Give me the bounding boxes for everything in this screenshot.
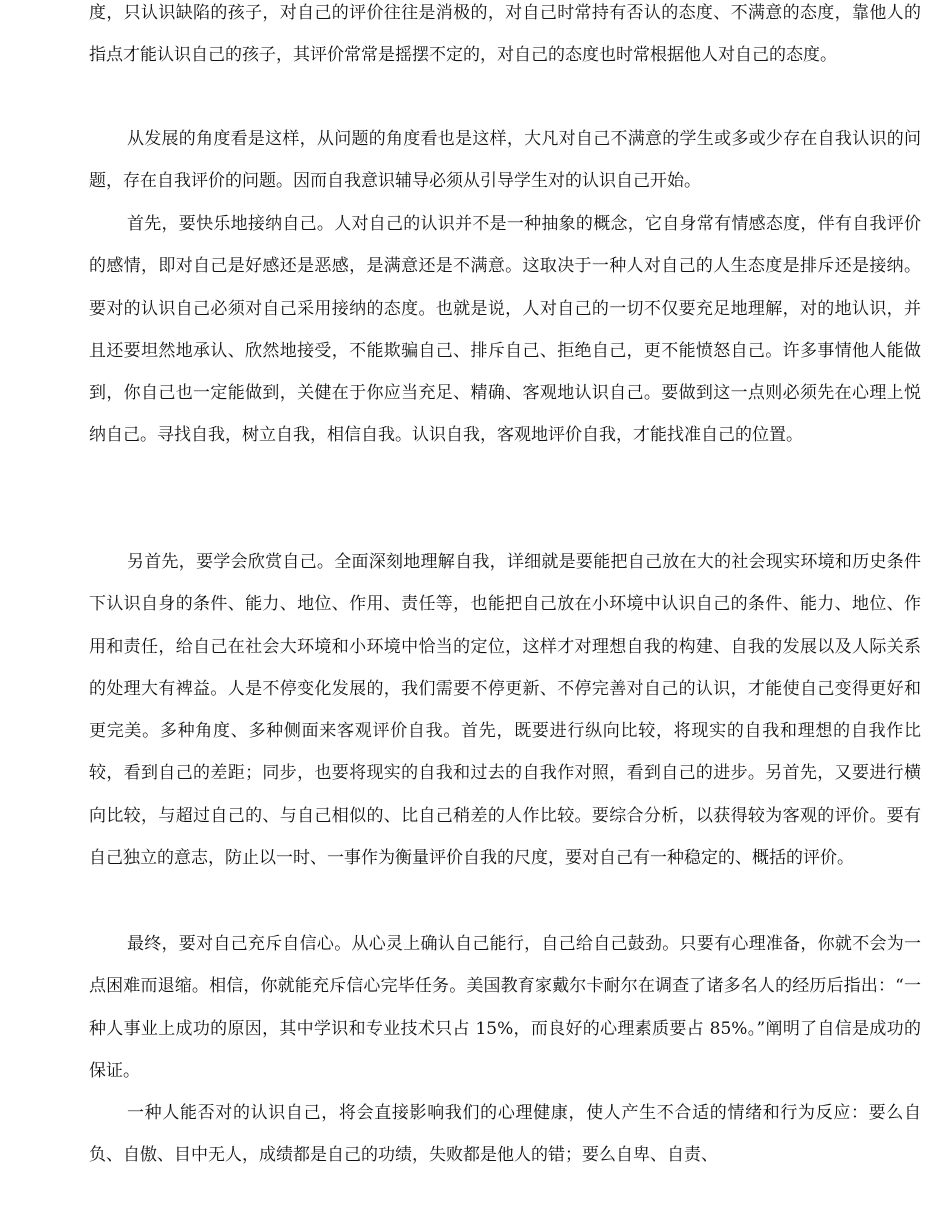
paragraph-self-confidence: 最终，要对自己充斥自信心。从心灵上确认自己能行，自己给自己鼓劲。只要有心理准备，你就不会为一点困难而退缩。相信，你就能充斥信心完毕任务。美国教育家戴尔卡耐尔在调查了诸多名人的经历后指出：“一种人事业上成功的原因，其中学识和专业技术只占 15%，而良好的心理素质要占 85%。”阐明了自信是成功的保证。 bbox=[89, 934, 921, 1081]
paragraph-mental-health: 一种人能否对的认识自己，将会直接影响我们的心理健康，使人产生不合适的情绪和行为反应：要么自负、自傲、目中无人，成绩都是自己的功绩，失败都是他人的错；要么自卑、自责、 bbox=[89, 1103, 921, 1166]
paragraph-appreciate-yourself: 另首先，要学会欣赏自己。全面深刻地理解自我，详细就是要能把自己放在大的社会现实环境和历史条件下认识自身的条件、能力、地位、作用、责任等，也能把自己放在小环境中认识自己的条件、能力、地位、作用和责任，给自己在社会大环境和小环境中恰当的定位，这样才对理想自我的构建、自我的发展以及人际关系的处理大有裨益。人是不停变化发展的，我们需要不停更新、不停完善对自己的认识，才能使自己变得更好和更完美。多种角度、多种侧面来客观评价自我。首先，既要进行纵向比较，将现实的自我和理想的自我作比较，看到自己的差距；同步，也要将现实的自我和过去的自我作对照，看到自己的进步。另首先，又要进行横向比较，与超过自己的、与自己相似的、比自己稍差的人作比较。要综合分析，以获得较为客观的评价。要有自己独立的意志，防止以一时、一事作为衡量评价自我的尺度，要对自己有一种稳定的、概括的评价。 bbox=[89, 552, 921, 869]
paragraph-accept-yourself: 首先，要快乐地接纳自己。人对自己的认识并不是一种抽象的概念，它自身常有情感态度，伴有自我评价的感情，即对自己是好感还是恶感，是满意还是不满意。这取决于一种人对自己的人生态度是排斥还是接纳。要对的认识自己必须对自己采用接纳的态度。也就是说，人对自己的一切不仅要充足地理解，对的地认识，并且还要坦然地承认、欣然地接受，不能欺骗自己、排斥自己、拒绝自己，更不能愤怒自己。许多事情他人能做到，你自己也一定能做到，关健在于你应当充足、精确、客观地认识自己。要做到这一点则必须先在心理上悦纳自己。寻找自我，树立自我，相信自我。认识自我，客观地评价自我，才能找准自己的位置。 bbox=[89, 214, 921, 446]
paragraph-development-perspective: 从发展的角度看是这样，从问题的角度看也是这样，大凡对自己不满意的学生或多或少存在自我认识的问题，存在自我评价的问题。因而自我意识辅导必须从引导学生对的认识自己开始。 bbox=[89, 129, 921, 192]
paragraph-continuation: 度，只认识缺陷的孩子，对自己的评价往往是消极的，对自己时常持有否认的态度、不满意的态度，靠他人的指点才能认识自己的孩子，其评价常常是摇摆不定的，对自己的态度也时常根据他人对自己的态度。 bbox=[89, 3, 921, 66]
